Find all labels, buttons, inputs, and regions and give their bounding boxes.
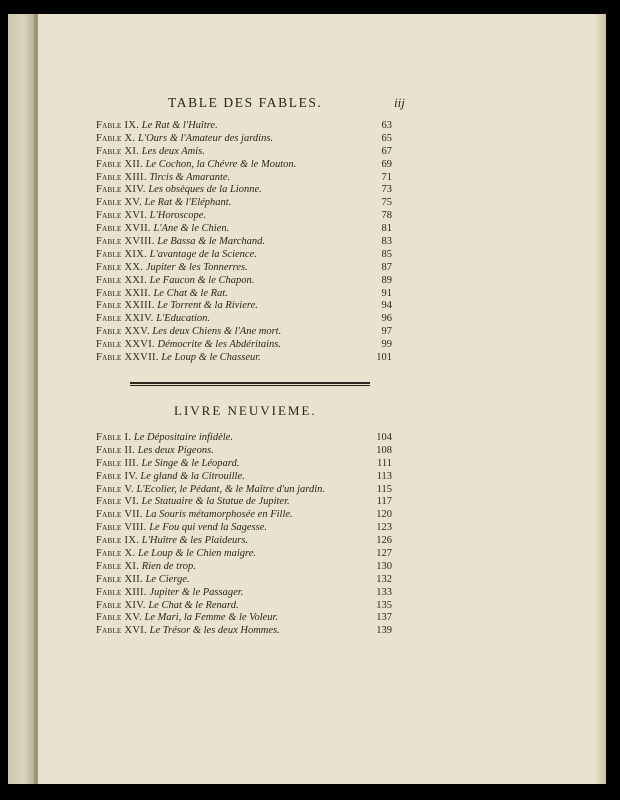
page-number: 126 xyxy=(376,535,392,547)
fable-number: Fable XVII. xyxy=(96,223,151,235)
fable-title: Le Cochon, la Chévre & le Mouton. xyxy=(145,158,297,170)
section-rule-thin xyxy=(130,385,370,386)
fable-title: Rien de trop. xyxy=(141,560,196,572)
page-number: 99 xyxy=(381,339,392,351)
fable-title: Le Trésor & les deux Hommes. xyxy=(149,625,280,637)
toc-entry xyxy=(8,509,606,522)
toc-entry xyxy=(8,522,606,535)
toc-entry xyxy=(8,471,606,484)
toc-entry xyxy=(8,275,606,288)
fable-title: Le Mari, la Femme & le Voleur. xyxy=(144,612,279,624)
toc-entry-text xyxy=(96,288,228,299)
toc-entry-text xyxy=(96,313,210,324)
toc-entry xyxy=(8,133,606,146)
fable-title: Le Singe & le Léopard. xyxy=(141,457,240,469)
fable-title: Les deux Amis. xyxy=(141,145,205,157)
fable-number: Fable XX. xyxy=(96,261,144,273)
fable-title: Le Chat & le Renard. xyxy=(148,599,239,611)
fable-number: Fable III. xyxy=(96,457,139,469)
fable-title: Le Torrent & la Riviere. xyxy=(157,300,258,312)
toc-entry-text xyxy=(96,561,196,572)
toc-entry xyxy=(8,535,606,548)
toc-entry xyxy=(8,223,606,236)
page-number: 81 xyxy=(381,223,392,235)
toc-entry xyxy=(8,262,606,275)
toc-entry-text xyxy=(96,262,248,273)
toc-entry-text xyxy=(96,484,325,495)
fable-number: Fable XXIV. xyxy=(96,313,154,325)
toc-entry-text xyxy=(96,522,267,533)
fable-title: Le Faucon & le Chapon. xyxy=(149,274,255,286)
fable-number: Fable XVIII. xyxy=(96,236,155,248)
toc-entry xyxy=(8,496,606,509)
page-number: 89 xyxy=(381,274,392,286)
fable-number: Fable XV. xyxy=(96,612,142,624)
page-number: 111 xyxy=(377,457,392,469)
toc-entry-text xyxy=(96,496,290,507)
page-number: 130 xyxy=(376,560,392,572)
fable-title: Démocrite & les Abdéritains. xyxy=(157,339,282,351)
toc-entry-text xyxy=(96,445,214,456)
fable-number: Fable I. xyxy=(96,432,132,443)
toc-entry xyxy=(8,313,606,326)
toc-entry-text xyxy=(96,548,256,559)
toc-entry xyxy=(8,458,606,471)
toc-entry-text xyxy=(96,600,239,611)
fable-number: Fable V. xyxy=(96,483,134,495)
fable-number: Fable XIII. xyxy=(96,586,147,598)
page-number: 123 xyxy=(376,522,392,534)
toc-entry xyxy=(8,339,606,352)
toc-entry-text xyxy=(96,612,278,623)
toc-entry xyxy=(8,625,606,638)
fable-number: Fable XII. xyxy=(96,573,143,585)
fable-number: Fable XV. xyxy=(96,197,142,209)
fable-number: Fable XVI. xyxy=(96,625,148,637)
toc-entry-text xyxy=(96,326,281,337)
toc-entry xyxy=(8,326,606,339)
page-number: 135 xyxy=(376,599,392,611)
fable-title: L'Horoscope. xyxy=(149,210,207,222)
page-number: 133 xyxy=(376,586,392,598)
toc-entry xyxy=(8,288,606,301)
fable-title: La Souris métamorphosée en Fille. xyxy=(145,509,293,521)
fable-title: L'Ecolier, le Pédant, & le Maître d'un jardin. xyxy=(136,483,326,495)
toc-entry-text xyxy=(96,236,265,247)
page-number: 87 xyxy=(381,261,392,273)
page-number: 78 xyxy=(381,210,392,222)
page-number: 63 xyxy=(381,120,392,131)
fable-title: Jupiter & le Passager. xyxy=(149,586,244,598)
fable-title: Les deux Pigeons. xyxy=(137,444,214,456)
page-number: 96 xyxy=(381,313,392,325)
page-number: 120 xyxy=(376,509,392,521)
toc-entry xyxy=(8,159,606,172)
fable-number: Fable XXI. xyxy=(96,274,148,286)
fable-title: L'Education. xyxy=(156,313,211,325)
toc-entry xyxy=(8,561,606,574)
toc-entry-text xyxy=(96,133,273,144)
fable-number: Fable XXII. xyxy=(96,287,151,299)
toc-entry xyxy=(8,197,606,210)
fable-number: Fable XIX. xyxy=(96,248,148,260)
fable-number: Fable X. xyxy=(96,132,136,144)
fable-number: Fable XXIII. xyxy=(96,300,155,312)
toc-entry-text xyxy=(96,172,230,183)
toc-entry-text xyxy=(96,535,248,546)
header-title: TABLE DES FABLES. xyxy=(168,95,323,110)
fable-title: Le Loup & le Chien maigre. xyxy=(137,548,257,560)
fable-number: Fable XI. xyxy=(96,560,140,572)
toc-entry-text xyxy=(96,574,190,585)
page-folio: iij xyxy=(394,95,405,110)
page-number: 139 xyxy=(376,625,392,637)
page-number: 91 xyxy=(381,287,392,299)
toc-entry-text xyxy=(96,184,262,195)
toc-entry xyxy=(8,600,606,613)
page-number: 108 xyxy=(376,444,392,456)
toc-entry xyxy=(8,172,606,185)
fable-title: Le Statuaire & la Statue de Jupiter. xyxy=(141,496,290,508)
fable-title: Le Cierge. xyxy=(145,573,190,585)
toc-entry xyxy=(8,484,606,497)
fable-title: L'avantage de la Science. xyxy=(149,248,257,260)
fable-title: Le Dépositaire infidèle. xyxy=(133,432,233,443)
fable-number: Fable XIV. xyxy=(96,599,146,611)
fable-title: L'Ours & l'Amateur des jardins. xyxy=(137,132,274,144)
fable-number: Fable IX. xyxy=(96,120,140,131)
page-number: 104 xyxy=(376,432,392,443)
toc-entry xyxy=(8,432,606,445)
fable-number: Fable IX. xyxy=(96,535,140,547)
toc-entry xyxy=(8,352,606,365)
fable-title: Le Bassa & le Marchand. xyxy=(157,236,266,248)
fable-title: Le Chat & le Rat. xyxy=(153,287,228,299)
fable-number: Fable XI. xyxy=(96,145,140,157)
page-number: 113 xyxy=(376,470,392,482)
toc-entry-text xyxy=(96,210,206,221)
page-number: 67 xyxy=(381,145,392,157)
toc-entry xyxy=(8,548,606,561)
toc-entry-text xyxy=(96,587,243,598)
running-header xyxy=(8,95,606,115)
fable-title: Les deux Chiens & l'Ane mort. xyxy=(152,326,282,338)
toc-entry-text xyxy=(96,120,218,131)
fable-number: Fable XXVI. xyxy=(96,339,155,351)
page-number: 83 xyxy=(381,236,392,248)
fable-number: Fable XIII. xyxy=(96,171,147,183)
fable-title: Le Loup & le Chasseur. xyxy=(161,352,261,364)
page-number: 75 xyxy=(381,197,392,209)
toc-entry xyxy=(8,587,606,600)
toc-entry-text xyxy=(96,197,231,208)
fable-list-book-9 xyxy=(8,432,606,638)
fable-title: Tircis & Amarante. xyxy=(149,171,231,183)
toc-entry xyxy=(8,210,606,223)
toc-entry-text xyxy=(96,300,258,311)
fable-number: Fable XXVII. xyxy=(96,352,159,364)
toc-entry-text xyxy=(96,159,296,170)
page-number: 101 xyxy=(376,352,392,364)
toc-entry-text xyxy=(96,249,257,260)
page-number: 71 xyxy=(381,171,392,183)
page-number: 69 xyxy=(381,158,392,170)
book-page xyxy=(8,14,606,784)
fable-number: Fable XII. xyxy=(96,158,143,170)
toc-entry-text xyxy=(96,471,245,482)
toc-entry xyxy=(8,300,606,313)
fable-number: Fable XXV. xyxy=(96,326,150,338)
toc-entry xyxy=(8,574,606,587)
fable-title: Le gland & la Citrouille. xyxy=(140,470,245,482)
fable-number: Fable XVI. xyxy=(96,210,148,222)
section-rule xyxy=(130,382,370,384)
fable-title: Les obsèques de la Lionne. xyxy=(148,184,262,196)
toc-entry-text xyxy=(96,432,233,443)
toc-entry-text xyxy=(96,223,229,234)
fable-number: Fable IV. xyxy=(96,470,138,482)
fable-number: Fable VII. xyxy=(96,509,143,521)
toc-entry xyxy=(8,249,606,262)
toc-entry-text xyxy=(96,146,205,157)
toc-entry xyxy=(8,445,606,458)
toc-entry xyxy=(8,612,606,625)
fable-number: Fable VI. xyxy=(96,496,139,508)
page-number: 97 xyxy=(381,326,392,338)
fable-number: Fable X. xyxy=(96,548,136,560)
fable-title: Le Fou qui vend la Sagesse. xyxy=(149,522,267,534)
toc-entry-text xyxy=(96,275,254,286)
page-number: 115 xyxy=(376,483,392,495)
toc-entry xyxy=(8,120,606,133)
toc-entry-text xyxy=(96,509,293,520)
toc-entry-text xyxy=(96,352,261,363)
fable-title: Le Rat & l'Eléphant. xyxy=(144,197,232,209)
page-number: 117 xyxy=(376,496,392,508)
fable-title: L'Huître & les Plaideurs. xyxy=(141,535,249,547)
page-number: 65 xyxy=(381,132,392,144)
page-number: 85 xyxy=(381,248,392,260)
fable-number: Fable VIII. xyxy=(96,522,147,534)
toc-entry xyxy=(8,184,606,197)
fable-number: Fable II. xyxy=(96,444,136,456)
toc-entry-text xyxy=(96,458,239,469)
page-number: 127 xyxy=(376,548,392,560)
fable-title: L'Ane & le Chien. xyxy=(153,223,230,235)
toc-entry xyxy=(8,146,606,159)
page-number: 73 xyxy=(381,184,392,196)
page-number: 137 xyxy=(376,612,392,624)
page-number: 94 xyxy=(381,300,392,312)
toc-entry-text xyxy=(96,339,281,350)
fable-list-book-8 xyxy=(8,120,606,365)
fable-number: Fable XIV. xyxy=(96,184,146,196)
toc-entry-text xyxy=(96,625,280,636)
toc-entry xyxy=(8,236,606,249)
fable-title: Le Rat & l'Huître. xyxy=(141,120,218,131)
fable-title: Jupiter & les Tonnerres. xyxy=(145,261,248,273)
section-title: LIVRE NEUVIEME. xyxy=(174,403,317,418)
page-number: 132 xyxy=(376,573,392,585)
